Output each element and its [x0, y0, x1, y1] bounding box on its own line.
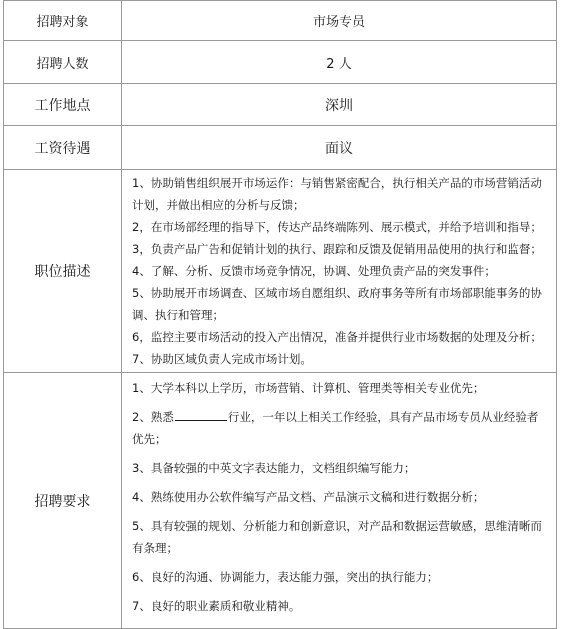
requirement-text: 7、良好的职业素质和敬业精神。 — [132, 599, 301, 613]
requirements-cell — [122, 373, 557, 629]
description-label: 职位描述 — [4, 170, 122, 373]
location-value: 深圳 — [122, 84, 557, 126]
target-row — [4, 1, 557, 41]
requirement-item — [132, 486, 548, 508]
salary-value: 面议 — [122, 126, 557, 170]
count-value: 2 人 — [122, 41, 557, 84]
job-posting-table — [3, 0, 557, 629]
description-item: 5、协助展开市场调查、区域市场自愿组织、政府事务等所有市场部职能事务的协调、执行和管理； — [132, 286, 542, 322]
count-row — [4, 41, 557, 84]
description-item: 7、协助区域负责人完成市场计划。 — [132, 352, 312, 366]
requirement-text: 5、具有较强的规划、分析能力和创新意识，对产品和数据运营敏感，思维清晰而有条理； — [132, 519, 542, 555]
description-item: 4、了解、分析、反馈市场竞争情况，协调、处理负责产品的突发事件； — [132, 264, 496, 278]
requirement-text: 2、熟悉 — [132, 410, 174, 424]
requirement-item — [132, 566, 548, 588]
description-item: 2，在市场部经理的指导下，传达产品终端陈列、展示模式，并给予培训和指导； — [132, 220, 542, 234]
requirements-row — [4, 373, 557, 629]
requirement-item — [132, 515, 548, 559]
location-row — [4, 84, 557, 126]
salary-row — [4, 126, 557, 170]
description-item: 3，负责产品广告和促销计划的执行、跟踪和反馈及促销用品使用的执行和监督； — [132, 242, 542, 256]
requirements-list — [132, 373, 548, 617]
requirement-text: 6、良好的沟通、协调能力，表达能力强，突出的执行能力； — [132, 570, 439, 584]
location-label: 工作地点 — [4, 84, 122, 126]
requirement-text: 3、具备较强的中英文字表达能力，文档组织编写能力； — [132, 461, 416, 475]
requirement-text: 1、大学本科以上学历，市场营销、计算机、管理类等相关专业优先； — [132, 381, 485, 395]
description-row — [4, 170, 557, 373]
description-cell — [122, 170, 557, 373]
requirement-item — [132, 595, 548, 617]
requirement-text: 4、熟练使用办公软件编写产品文档、产品演示文稿和进行数据分析； — [132, 490, 485, 504]
target-label: 招聘对象 — [4, 1, 122, 41]
salary-label: 工资待遇 — [4, 126, 122, 170]
fill-in-blank — [175, 408, 227, 421]
description-item: 1、协助销售组织展开市场运作：与销售紧密配合，执行相关产品的市场营销活动计划，并做出相应的分析与反馈； — [132, 176, 542, 212]
requirements-label: 招聘要求 — [4, 373, 122, 629]
count-label: 招聘人数 — [4, 41, 122, 84]
requirement-item — [132, 377, 548, 399]
requirement-item — [132, 406, 548, 450]
description-item: 6，监控主要市场活动的投入产出情况，准备并提供行业市场数据的处理及分析； — [132, 330, 542, 344]
requirement-item — [132, 457, 548, 479]
target-value: 市场专员 — [122, 1, 557, 41]
description-list — [132, 170, 548, 372]
requirement-text-cont: 行业，一年以上相关工作经验，具有产品市场专员从业经验者优先； — [132, 410, 539, 446]
